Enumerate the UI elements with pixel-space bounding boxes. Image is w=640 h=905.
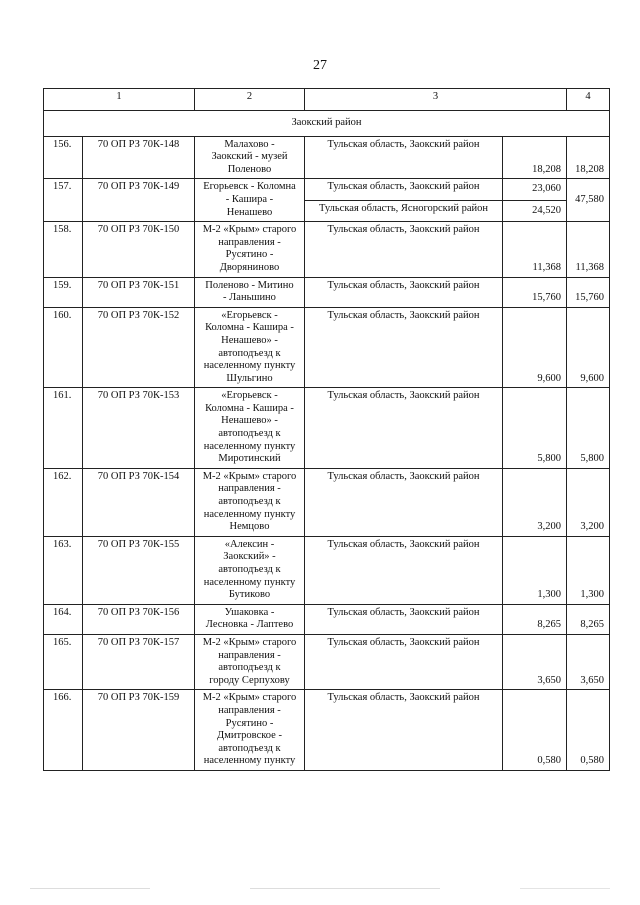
- total-length: 3,650: [567, 634, 610, 689]
- row-number: 160.: [44, 307, 83, 388]
- table-row: [44, 634, 610, 689]
- road-name: М-2 «Крым» старого направления - автоподъезд к населенному пункту Немцово: [195, 468, 305, 536]
- table-row: [44, 277, 610, 307]
- total-length: 15,760: [567, 277, 610, 307]
- scan-artifact: [520, 888, 610, 889]
- total-length: 5,800: [567, 388, 610, 469]
- total-length: 9,600: [567, 307, 610, 388]
- segment-length: 11,368: [503, 222, 567, 277]
- road-name: М-2 «Крым» старого направления - Русятино - Дворяниново: [195, 222, 305, 277]
- header-row: [44, 89, 610, 111]
- road-location: Тульская область, Заокский район: [305, 179, 503, 200]
- table-row: [44, 179, 610, 200]
- road-location: Тульская область, Заокский район: [305, 307, 503, 388]
- total-length: 0,580: [567, 690, 610, 771]
- header-col-1: 1: [44, 89, 195, 111]
- row-number: 165.: [44, 634, 83, 689]
- section-row: [44, 111, 610, 137]
- road-location: Тульская область, Заокский район: [305, 468, 503, 536]
- road-code: 70 ОП РЗ 70К-148: [83, 136, 195, 179]
- road-location: Тульская область, Заокский район: [305, 277, 503, 307]
- segment-length: 0,580: [503, 690, 567, 771]
- table-row: [44, 536, 610, 604]
- road-location: Тульская область, Заокский район: [305, 690, 503, 771]
- road-name: «Алексин - Заокский» - автоподъезд к населенному пункту Бутиково: [195, 536, 305, 604]
- header-col-3: 3: [305, 89, 567, 111]
- segment-length: 24,520: [503, 200, 567, 221]
- road-code: 70 ОП РЗ 70К-154: [83, 468, 195, 536]
- road-location: Тульская область, Заокский район: [305, 536, 503, 604]
- row-number: 164.: [44, 604, 83, 634]
- row-number: 159.: [44, 277, 83, 307]
- road-code: 70 ОП РЗ 70К-152: [83, 307, 195, 388]
- scan-artifact: [30, 888, 150, 889]
- header-col-2: 2: [195, 89, 305, 111]
- page-number: 27: [313, 58, 327, 73]
- road-code: 70 ОП РЗ 70К-159: [83, 690, 195, 771]
- segment-length: 3,650: [503, 634, 567, 689]
- total-length: 11,368: [567, 222, 610, 277]
- road-name: «Егорьевск - Коломна - Кашира - Ненашево» - автоподъезд к населенному пункту Миротинский: [195, 388, 305, 469]
- row-number: 162.: [44, 468, 83, 536]
- roads-table: [43, 88, 610, 771]
- segment-length: 23,060: [503, 179, 567, 200]
- road-name: Ушаковка - Лесновка - Лаптево: [195, 604, 305, 634]
- road-name: М-2 «Крым» старого направления - Русятино - Дмитровское - автоподъезд к населенному пункту: [195, 690, 305, 771]
- section-title: Заокский район: [44, 111, 610, 137]
- road-code: 70 ОП РЗ 70К-153: [83, 388, 195, 469]
- road-code: 70 ОП РЗ 70К-155: [83, 536, 195, 604]
- row-number: 161.: [44, 388, 83, 469]
- total-length: 1,300: [567, 536, 610, 604]
- road-name: Егорьевск - Коломна - Кашира - Ненашево: [195, 179, 305, 222]
- road-location: Тульская область, Заокский район: [305, 388, 503, 469]
- total-length: 8,265: [567, 604, 610, 634]
- scan-artifact: [250, 888, 440, 889]
- road-location: Тульская область, Заокский район: [305, 222, 503, 277]
- table-row: [44, 222, 610, 277]
- road-name: «Егорьевск - Коломна - Кашира - Ненашево» - автоподъезд к населенному пункту Шульгино: [195, 307, 305, 388]
- total-length: 3,200: [567, 468, 610, 536]
- segment-length: 15,760: [503, 277, 567, 307]
- table-row: [44, 604, 610, 634]
- segment-length: 1,300: [503, 536, 567, 604]
- road-code: 70 ОП РЗ 70К-150: [83, 222, 195, 277]
- road-location: Тульская область, Ясногорский район: [305, 200, 503, 221]
- road-code: 70 ОП РЗ 70К-157: [83, 634, 195, 689]
- road-name: М-2 «Крым» старого направления - автоподъезд к городу Серпухову: [195, 634, 305, 689]
- segment-length: 8,265: [503, 604, 567, 634]
- row-number: 158.: [44, 222, 83, 277]
- table-row: [44, 388, 610, 469]
- segment-length: 9,600: [503, 307, 567, 388]
- road-location: Тульская область, Заокский район: [305, 634, 503, 689]
- road-code: 70 ОП РЗ 70К-149: [83, 179, 195, 222]
- table-row: [44, 690, 610, 771]
- road-name: Поленово - Митино - Ланьшино: [195, 277, 305, 307]
- segment-length: 3,200: [503, 468, 567, 536]
- row-number: 156.: [44, 136, 83, 179]
- table-row: [44, 136, 610, 179]
- row-number: 166.: [44, 690, 83, 771]
- road-name: Малахово - Заокский - музей Поленово: [195, 136, 305, 179]
- segment-length: 18,208: [503, 136, 567, 179]
- table-row: [44, 307, 610, 388]
- table-row: [44, 468, 610, 536]
- road-code: 70 ОП РЗ 70К-156: [83, 604, 195, 634]
- road-location: Тульская область, Заокский район: [305, 604, 503, 634]
- header-col-4: 4: [567, 89, 610, 111]
- segment-length: 5,800: [503, 388, 567, 469]
- total-length: 47,580: [567, 179, 610, 222]
- total-length: 18,208: [567, 136, 610, 179]
- road-code: 70 ОП РЗ 70К-151: [83, 277, 195, 307]
- row-number: 157.: [44, 179, 83, 222]
- row-number: 163.: [44, 536, 83, 604]
- road-location: Тульская область, Заокский район: [305, 136, 503, 179]
